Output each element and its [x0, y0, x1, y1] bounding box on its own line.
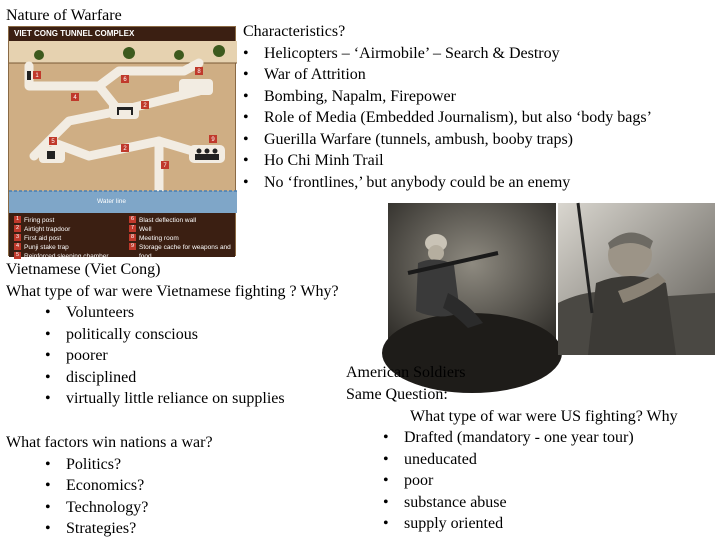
svg-text:8: 8: [197, 69, 201, 75]
list-item: • Technology?: [66, 497, 213, 519]
vietnamese-section: [6, 259, 339, 410]
svg-text:9: 9: [211, 137, 215, 143]
legend-item: 3 First aid post: [15, 234, 62, 242]
american-soldier-photo: [558, 203, 715, 355]
american-subheading: Same Question:: [346, 386, 448, 403]
viet-cong-soldier-photo: [388, 203, 556, 355]
water-line-label: Water line: [97, 198, 127, 205]
factors-list: [66, 454, 213, 540]
american-question: What type of war were US fighting? Why: [410, 408, 678, 425]
slide-title: Nature of Warfare: [6, 7, 122, 24]
list-item: • Politics?: [66, 454, 213, 476]
list-item: • virtually little reliance on supplies: [66, 388, 339, 410]
characteristics-section: [243, 21, 652, 193]
list-item: • Drafted (mandatory - one year tour): [404, 427, 634, 449]
svg-text:5: 5: [51, 139, 55, 145]
list-item: • War of Attrition: [264, 64, 652, 86]
vietnamese-heading: Vietnamese (Viet Cong): [6, 261, 161, 278]
list-item: • Ho Chi Minh Trail: [264, 150, 652, 172]
legend-item: 1 Firing post: [15, 216, 55, 224]
list-item: • substance abuse: [404, 492, 634, 514]
vietnamese-question: What type of war were Vietnamese fighting ? Why?: [6, 282, 339, 300]
svg-text:4: 4: [73, 95, 77, 101]
list-item: • Bombing, Napalm, Firepower: [264, 86, 652, 108]
legend-item: 6 Blast deflection wall: [130, 216, 197, 224]
vietnamese-list: [66, 302, 339, 410]
characteristics-list: [264, 43, 652, 194]
diagram-legend: [9, 213, 235, 260]
legend-item: 8 Meeting room: [130, 234, 179, 242]
list-item: • supply oriented: [404, 513, 634, 535]
list-item: • politically conscious: [66, 324, 339, 346]
legend-item: 9 Storage cache for weapons and food: [130, 243, 231, 260]
list-item: • disciplined: [66, 367, 339, 389]
diagram-title: VIET CONG TUNNEL COMPLEX: [9, 27, 235, 41]
list-item: • Guerilla Warfare (tunnels, ambush, booby traps): [264, 129, 652, 151]
legend-item: 2 Airtight trapdoor: [15, 225, 71, 233]
legend-item: 5 Reinforced sleeping chamber: [15, 252, 109, 260]
legend-item: 7 Well: [130, 225, 152, 233]
list-item: • Strategies?: [66, 518, 213, 540]
american-heading: American Soldiers: [346, 364, 466, 381]
svg-text:1: 1: [35, 73, 39, 79]
characteristics-heading: Characteristics?: [243, 23, 346, 40]
tunnel-complex-diagram: [8, 26, 236, 260]
ground-surface: [9, 41, 237, 63]
list-item: • Helicopters – ‘Airmobile’ – Search & Destroy: [264, 43, 652, 65]
svg-text:2: 2: [123, 146, 127, 152]
list-item: • Role of Media (Embedded Journalism), but also ‘body bags’: [264, 107, 652, 129]
list-item: • Economics?: [66, 475, 213, 497]
svg-text:2: 2: [143, 103, 147, 109]
svg-text:7: 7: [163, 163, 167, 169]
list-item: • No ‘frontlines,’ but anybody could be an enemy: [264, 172, 652, 194]
legend-item: 4 Punji stake trap: [15, 243, 69, 251]
list-item: • Volunteers: [66, 302, 339, 324]
factors-section: [6, 432, 213, 540]
list-item: • uneducated: [404, 449, 634, 471]
list-item: • poorer: [66, 345, 339, 367]
list-item: • poor: [404, 470, 634, 492]
american-list: [404, 427, 634, 535]
factors-question: What factors win nations a war?: [6, 434, 213, 451]
tunnel-cross-section: [9, 41, 237, 213]
svg-text:6: 6: [123, 77, 127, 83]
